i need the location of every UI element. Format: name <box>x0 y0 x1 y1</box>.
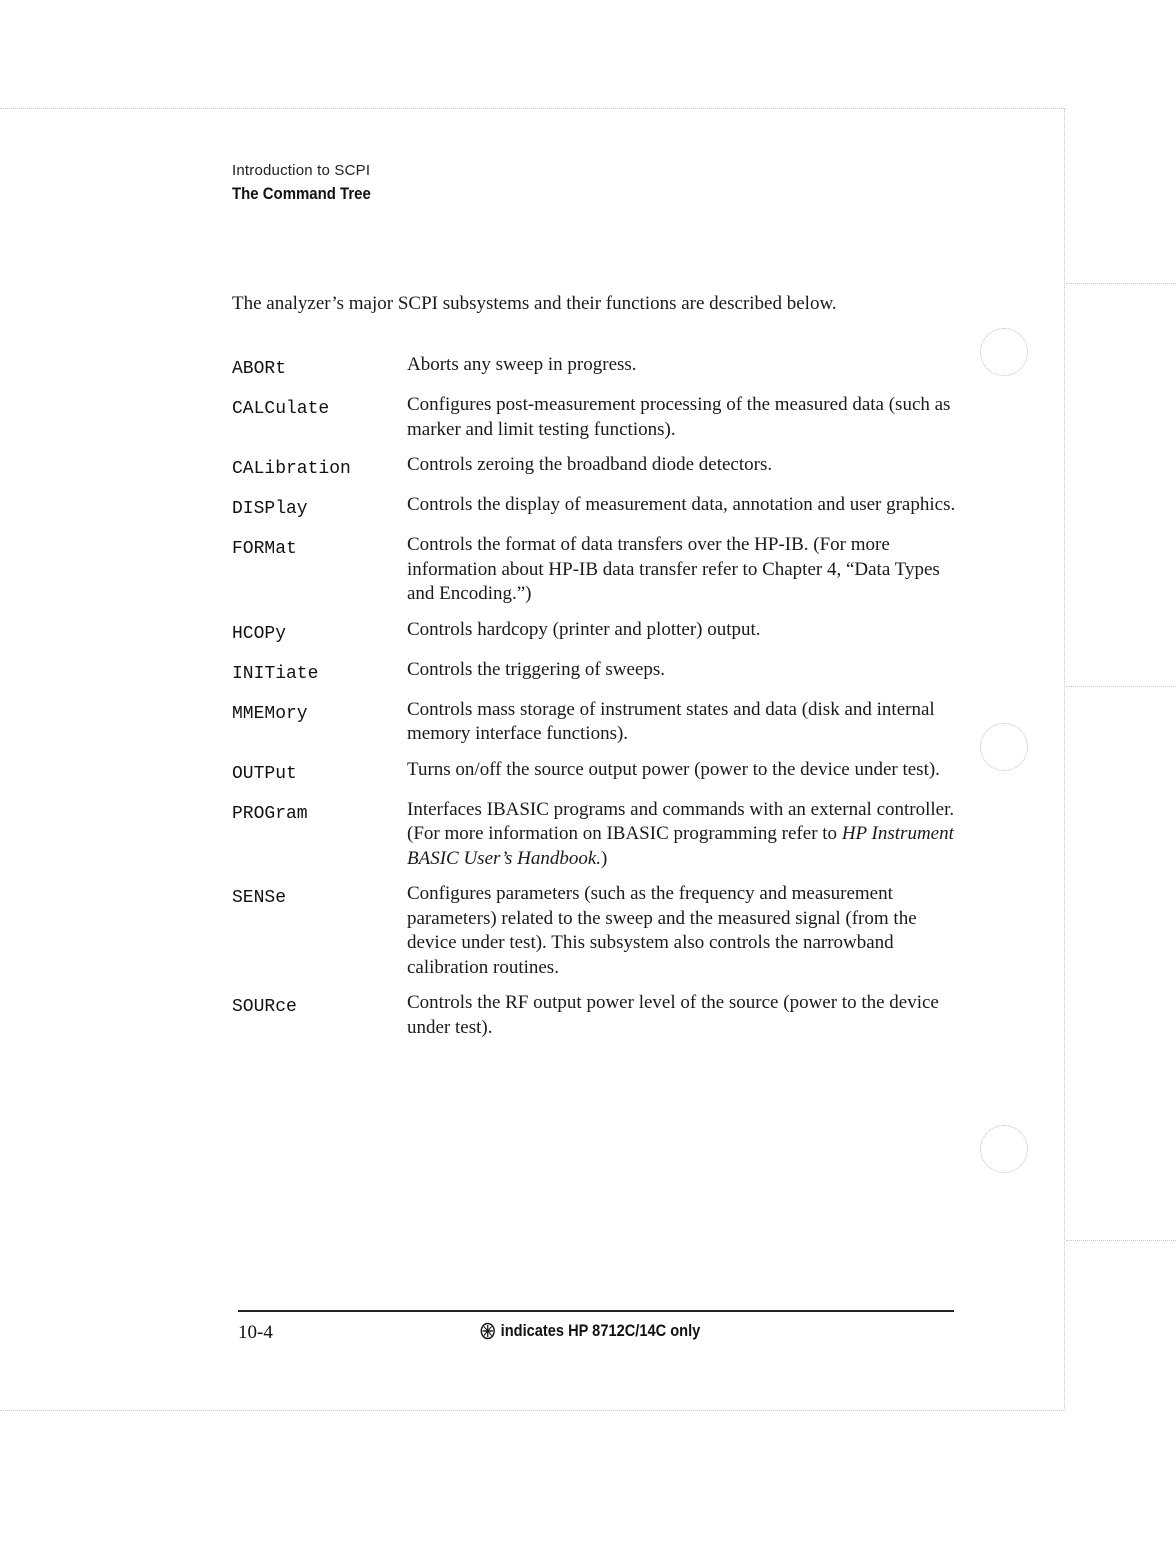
section-label: Introduction to SCPI <box>232 162 371 179</box>
command-name: PROGram <box>232 803 308 824</box>
command-row <box>232 533 962 607</box>
command-row <box>232 453 962 482</box>
command-description: Controls the display of measurement data, annotation and user graphics. <box>407 494 956 515</box>
tab-guide-3 <box>1066 1240 1176 1241</box>
command-name: MMEMory <box>232 703 308 724</box>
footer-note-text: indicates HP 8712C/14C only <box>500 1321 701 1340</box>
command-name: INITiate <box>232 663 319 684</box>
scan-right-guide <box>1064 108 1065 1410</box>
command-row <box>232 618 962 647</box>
command-description: Aborts any sweep in progress. <box>407 354 637 375</box>
command-row <box>232 393 962 442</box>
description-text: Interfaces IBASIC programs and commands with an external controller. (For more information on IBASIC programming refer to <box>407 798 955 844</box>
footer-rule <box>238 1310 954 1312</box>
command-description: Controls hardcopy (printer and plotter) output. <box>407 618 761 640</box>
command-row <box>232 353 962 382</box>
punch-hole-bottom <box>980 1125 1028 1173</box>
command-name: FORMat <box>232 539 297 559</box>
command-name: OUTPut <box>232 763 297 784</box>
command-row <box>232 758 962 787</box>
command-description: Controls the triggering of sweeps. <box>407 658 666 680</box>
command-name: SOURce <box>232 997 297 1017</box>
command-description: Controls the format of data transfers over the HP-IB. (For more information about HP-IB data transfer refer to Chapter 4, “Data Types and Encoding.”) <box>407 534 940 604</box>
command-row <box>232 798 962 872</box>
command-name: CALibration <box>232 459 351 479</box>
page-header <box>232 160 390 206</box>
section-title: The Command Tree <box>232 184 371 203</box>
command-name: ABORt <box>232 359 287 379</box>
command-name: SENSe <box>232 888 287 908</box>
scan-bottom-guide <box>0 1410 1064 1411</box>
page-number: 10-4 <box>238 1322 273 1343</box>
description-text: ) <box>601 847 608 869</box>
command-row <box>232 882 962 980</box>
intro-paragraph: The analyzer’s major SCPI subsystems and their functions are described below. <box>232 293 837 314</box>
scan-top-guide <box>0 108 1064 109</box>
command-name: HCOPy <box>232 623 287 644</box>
command-name: DISPlay <box>232 499 308 519</box>
command-table <box>232 353 962 1051</box>
command-row <box>232 698 962 747</box>
hp-model-indicator-icon <box>480 1322 495 1340</box>
handbook-title: HP Instrument BASIC User’s Handbook. <box>407 823 954 869</box>
command-row <box>232 493 962 522</box>
tab-guide-1 <box>1066 283 1176 284</box>
command-name: CALCulate <box>232 399 330 419</box>
command-description: Controls the RF output power level of the source (power to the device under test). <box>407 992 939 1038</box>
command-description: Turns on/off the source output power (power to the device under test). <box>407 758 940 780</box>
command-description: Configures post-measurement processing of the measured data (such as marker and limit testing functions). <box>407 394 951 440</box>
punch-hole-top <box>980 328 1028 376</box>
command-description: Configures parameters (such as the frequency and measurement parameters) related to the sweep and the measured signal (from the device under test). This subsystem also controls the narrowband calibration routines. <box>407 883 917 978</box>
command-row <box>232 658 962 687</box>
command-description: Controls mass storage of instrument states and data (disk and internal memory interface functions). <box>407 698 935 744</box>
command-row <box>232 991 962 1040</box>
punch-hole-middle <box>980 723 1028 771</box>
command-description: Controls zeroing the broadband diode detectors. <box>407 454 773 475</box>
command-description <box>407 798 957 872</box>
footer-note <box>480 1321 700 1341</box>
tab-guide-2 <box>1066 686 1176 687</box>
